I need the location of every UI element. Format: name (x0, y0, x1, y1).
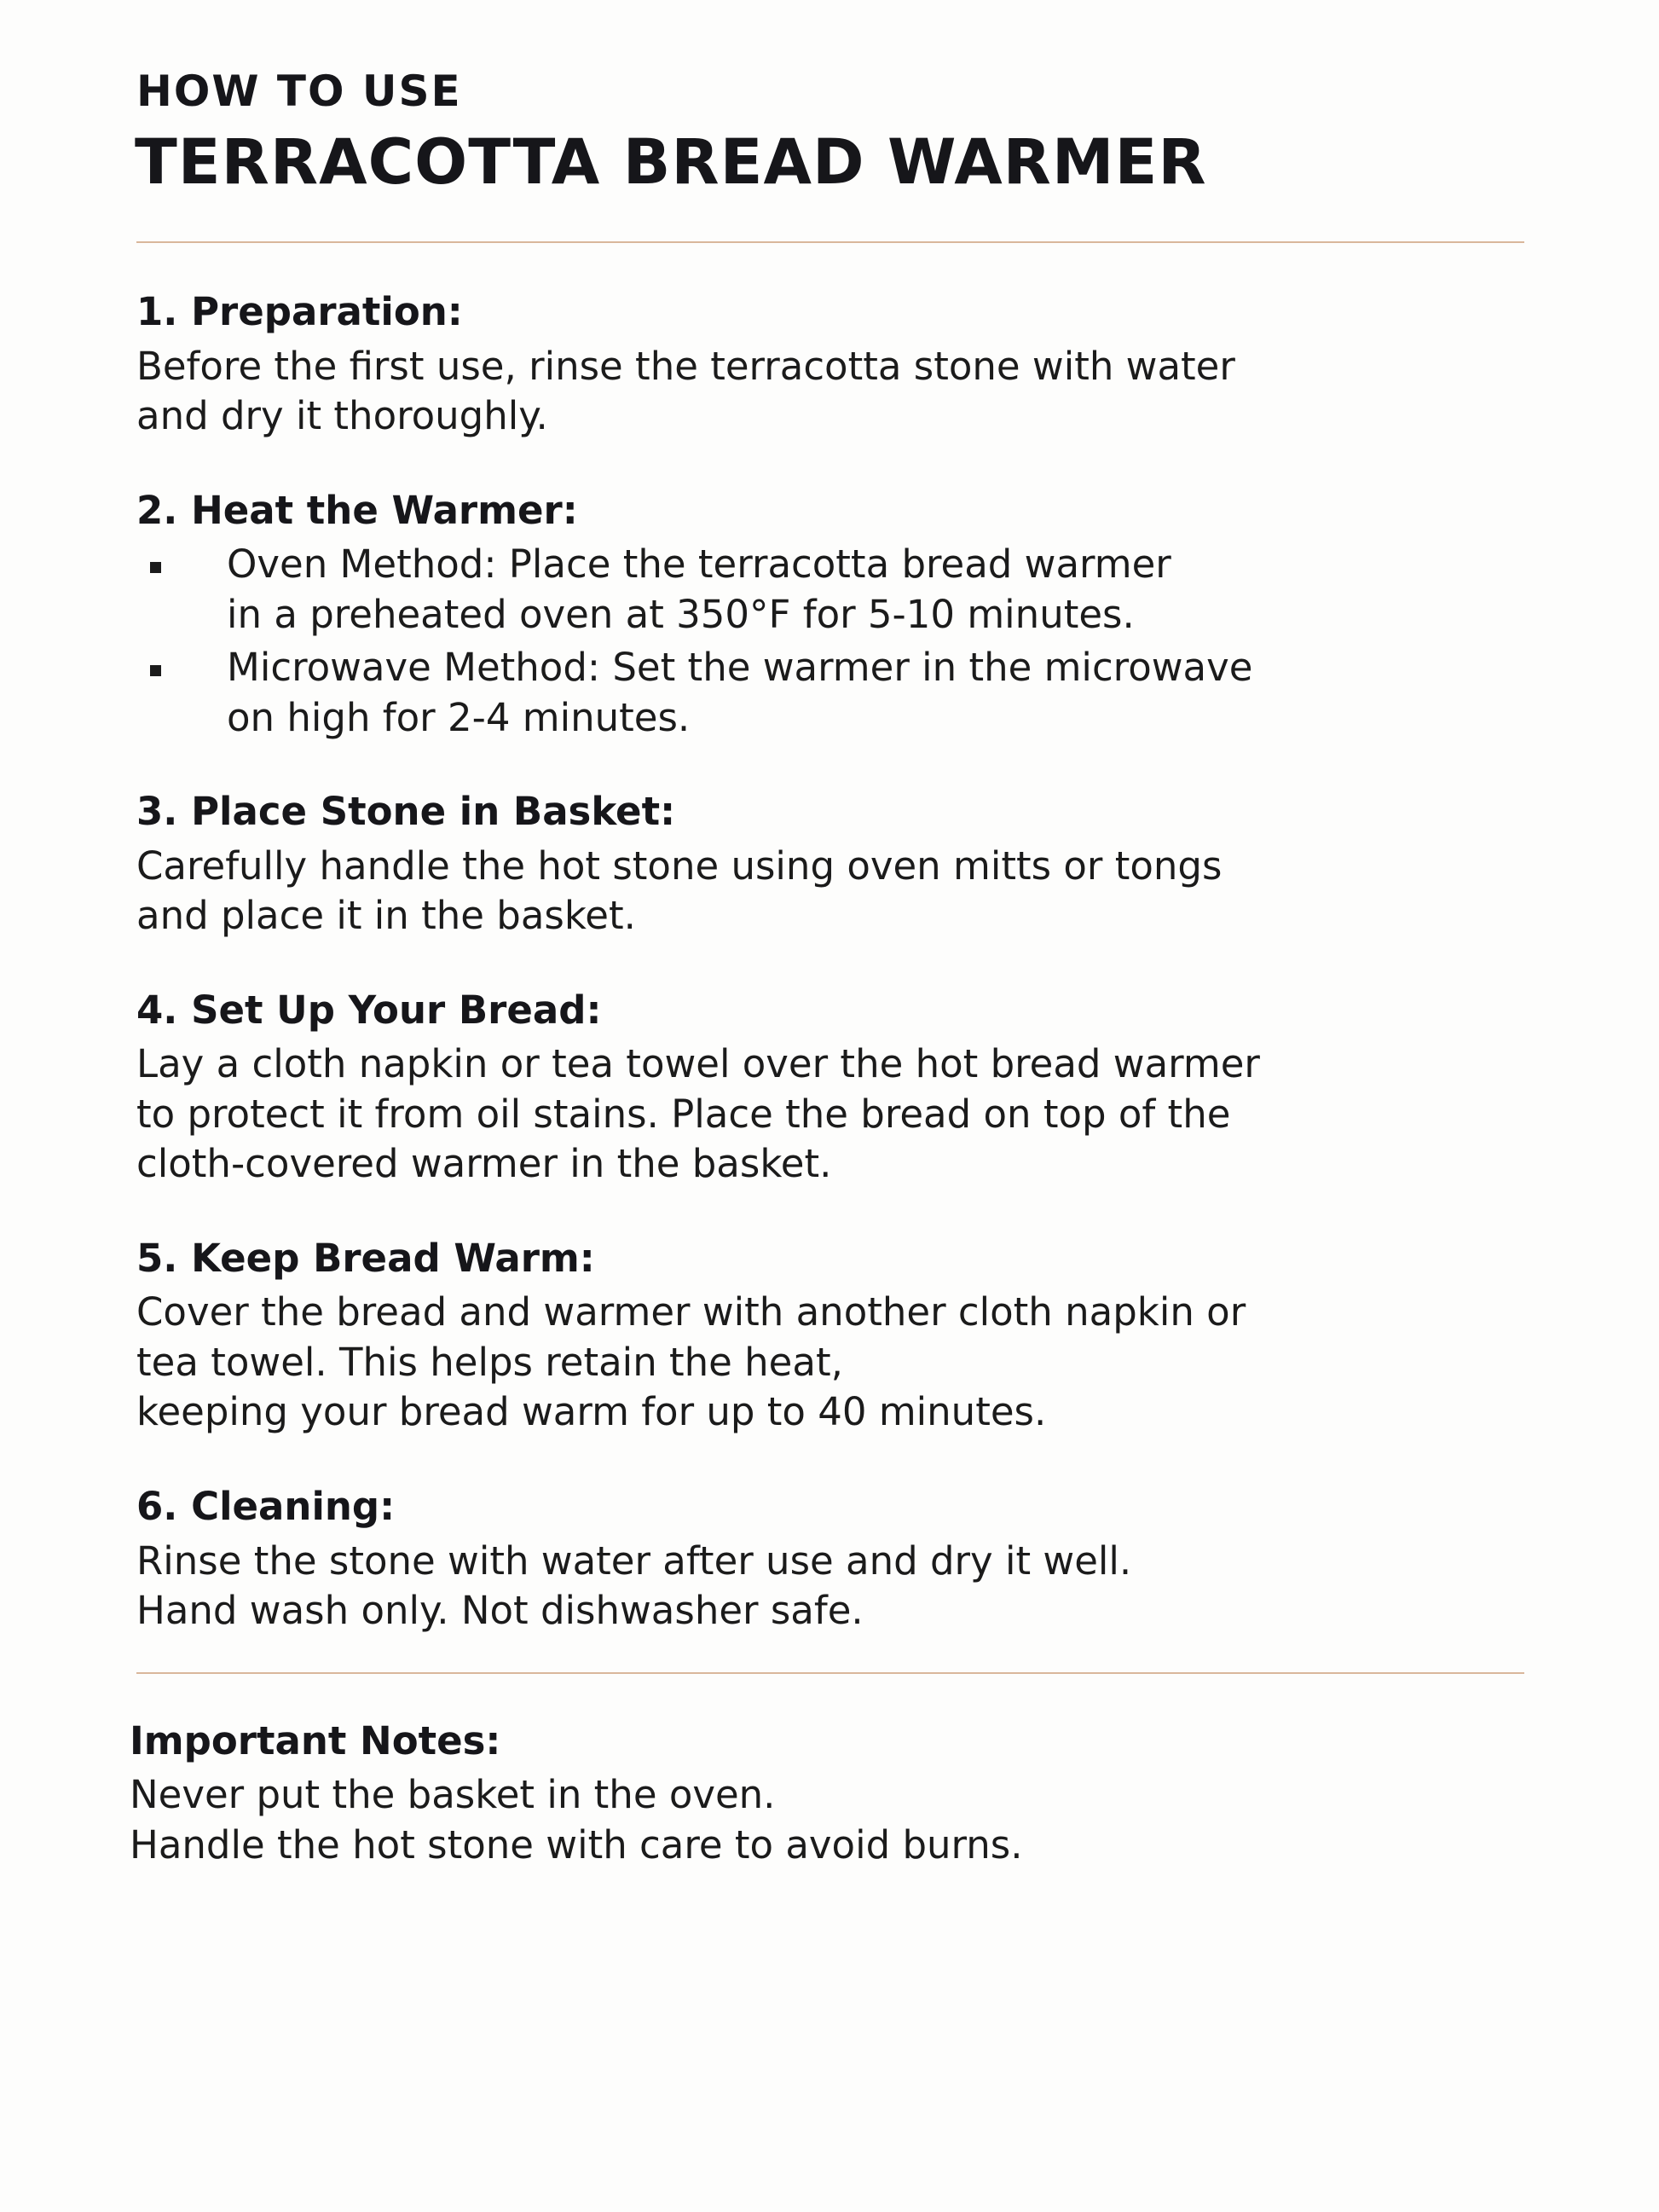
step-bullet-list (136, 540, 1533, 743)
step-line: cloth-covered warmer in the basket. (136, 1141, 832, 1187)
step-body (136, 1039, 1533, 1190)
bullet-square-icon (150, 665, 161, 676)
important-notes (130, 1717, 1533, 1871)
step-line: Cover the bread and warmer with another cloth napkin or (136, 1289, 1246, 1335)
notes-heading: Important Notes: (130, 1717, 501, 1763)
step-line: tea towel. This helps retain the heat, (136, 1339, 843, 1385)
step-line: and place it in the basket. (136, 893, 636, 939)
step-line: Hand wash only. Not dishwasher safe. (136, 1588, 864, 1634)
notes-divider (136, 1672, 1524, 1674)
notes-line: Handle the hot stone with care to avoid burns. (130, 1821, 1023, 1867)
header-divider (136, 241, 1524, 243)
step-line: to protect it from oil stains. Place the bread on top of the (136, 1091, 1231, 1137)
step-cleaning (136, 1482, 1533, 1636)
instruction-steps (136, 287, 1533, 1636)
notes-line: Never put the basket in the oven. (130, 1772, 776, 1818)
step-keep-bread-warm (136, 1234, 1533, 1438)
step-set-up-your-bread (136, 986, 1533, 1190)
bullet-line: in a preheated oven at 350°F for 5-10 minutes. (227, 591, 1135, 637)
bullet-square-icon (150, 562, 161, 573)
step-heading: 5. Keep Bread Warm: (136, 1235, 595, 1281)
step-line: and dry it thoroughly. (136, 393, 548, 439)
step-heading: 2. Heat the Warmer: (136, 487, 578, 533)
list-item (136, 540, 1533, 640)
step-body (136, 342, 1533, 442)
bullet-line: on high for 2-4 minutes. (227, 694, 691, 740)
step-line: Rinse the stone with water after use and dry it well. (136, 1537, 1132, 1584)
step-line: Carefully handle the hot stone using oven mitts or tongs (136, 843, 1223, 889)
step-heading: 1. Preparation: (136, 289, 463, 334)
step-body (136, 842, 1533, 941)
step-line: Before the first use, rinse the terracotta stone with water (136, 343, 1235, 389)
step-place-stone-in-basket (136, 787, 1533, 941)
step-heading: 6. Cleaning: (136, 1483, 396, 1529)
page-title: TERRACOTTA BREAD WARMER (135, 126, 1207, 199)
step-body (136, 1537, 1533, 1636)
list-item (136, 643, 1533, 743)
header (130, 67, 1533, 199)
step-line: Lay a cloth napkin or tea towel over the hot bread warmer (136, 1041, 1260, 1087)
step-preparation (136, 287, 1533, 442)
eyebrow-heading: HOW TO USE (136, 67, 462, 116)
bullet-line: Oven Method: Place the terracotta bread warmer (227, 541, 1171, 588)
step-heading: 4. Set Up Your Bread: (136, 987, 602, 1033)
step-heading: 3. Place Stone in Basket: (136, 789, 676, 835)
bullet-line: Microwave Method: Set the warmer in the microwave (227, 645, 1253, 691)
step-heat-the-warmer (136, 486, 1533, 744)
step-body (136, 1288, 1533, 1438)
step-line: keeping your bread warm for up to 40 minutes. (136, 1389, 1047, 1435)
notes-body (130, 1770, 1533, 1870)
